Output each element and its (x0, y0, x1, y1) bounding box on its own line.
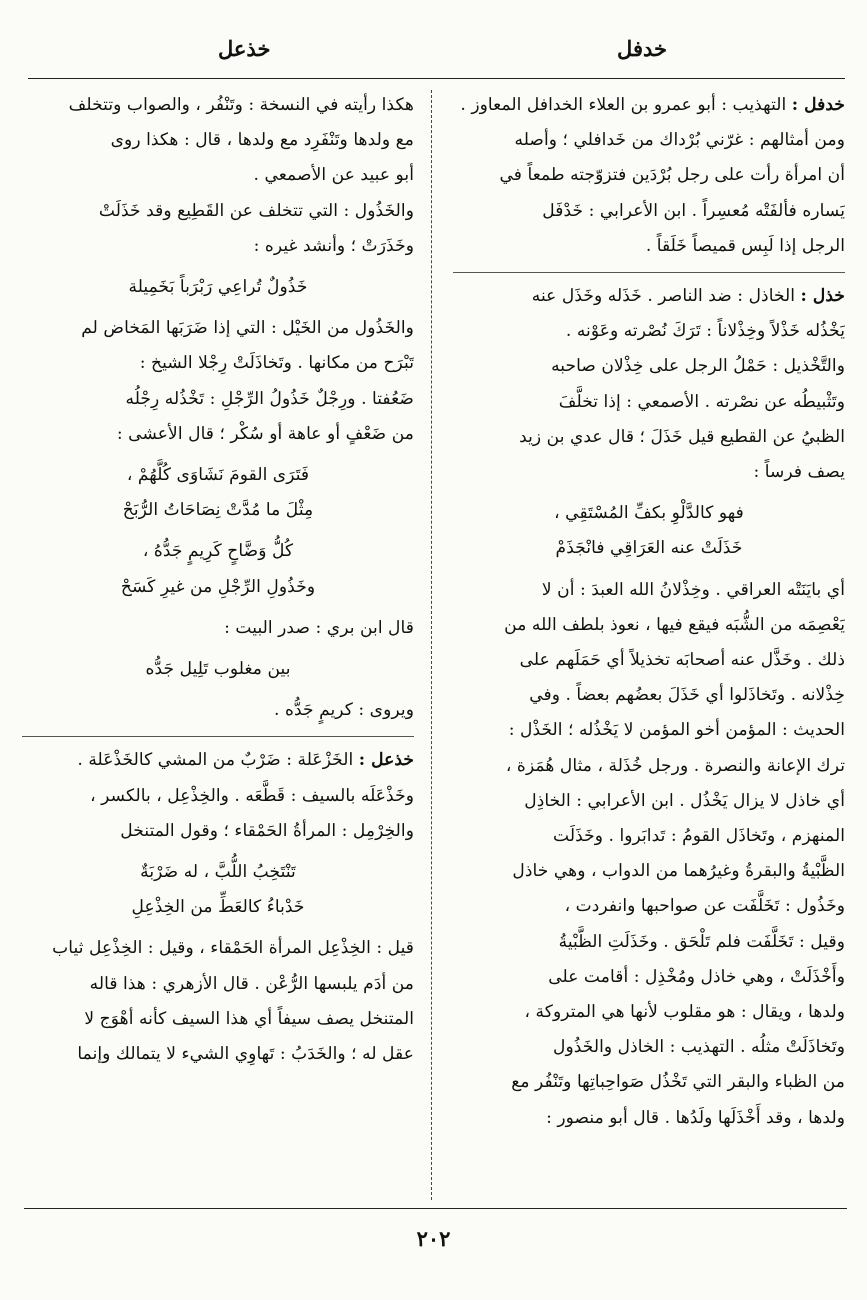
verse-line: تَنْتَخِبُ اللُّبَّ ، له ضَرْبَةٌ (140, 862, 296, 883)
verse (22, 270, 414, 305)
text-line: الرجل إذا لَبِس قميصاً خَلَقاً . (645, 235, 845, 256)
text-line: وقيل : تَخَلَّفَت فلم تَلْحَق . وخَذَلَتِ الظَّبْيةُ (558, 931, 845, 952)
text-line: أبو عبيد عن الأصمعي . (253, 165, 414, 186)
text-line: وتَخاذَلَتْ مثلُه . التهذيب : الخاذل والخَذُول (552, 1037, 845, 1058)
text-line: ويروى : كريمٍ جَدُّه . (274, 700, 414, 721)
entry-head-khadhal: خذل : (800, 286, 845, 307)
page-number: ٢٠٢ (416, 1226, 451, 1251)
text-line: يصف فرساً : (753, 462, 845, 483)
verse (22, 855, 414, 925)
text-line: الظبيُ عن القطيع قيل خَذَلَ ؛ قال عدي بن زيد (519, 426, 845, 447)
text-line: المنهزم ، وتَخاذَل القومُ : تَدابَروا . وخَذَلَت (553, 826, 845, 847)
text-line: ضَعُفتا . ورِجْلٌ خَذُولُ الرِّجْلِ : تَخْذُله رِجْلُه (125, 388, 414, 409)
verse-line: وخَذُولِ الرِّجْلِ من غيرِ كَسَحْ (120, 576, 316, 597)
text-line: والخَذُول : التي تتخلف عن القَطِيع وقد خَذَلَتْ (98, 200, 414, 221)
text-line: من أدَم يلبسها الرُّعْن . قال الأزهري : هذا قاله (89, 973, 414, 994)
text-line: من الظباء والبقر التي تَخْذُل صَواحِباتِها وتَنْفُر مع (511, 1072, 845, 1093)
header-rule (28, 78, 845, 79)
entry-khadfal (453, 88, 845, 264)
text-line: وأَخْذَلَتْ ، وهي خاذل ومُخْذِل : أقامت على (548, 966, 845, 987)
text-line: أي خاذل لا يزال يَخْذُل . ابن الأعرابي : الخاذِل (524, 790, 845, 811)
verse-line: فهو كالدَّلْوِ بكفِّ المُسْتَقِي ، (554, 503, 744, 524)
text-line: وخَذَرَتْ ؛ وأنشد غيره : (253, 235, 414, 256)
text-line: الخاذل : ضد الناصر . خَذَله وخَذَل عنه (531, 286, 796, 307)
column-divider (431, 90, 432, 1200)
text-line: وتَثْبيطُه عن نصْرته . الأصمعي : إذا تخلَّفَ (558, 391, 845, 412)
text-line: الخَزْعَلة : ضَرْبٌ من المشي كالخَذْعَلة . (77, 750, 354, 771)
text-line: الحديث : المؤمن أخو المؤمن لا يَخْذُله ؛ الخَذْل : (508, 720, 845, 741)
text-line: يَخْذُله خَذْلاً وخِذْلاناً : تَرَكَ نُصْرته وعَوْنه . (565, 321, 845, 342)
verse-line: خَذُولٌ تُراعِي رَبْرَباً بَخَمِيلة (128, 277, 308, 298)
text-line: يَعْصِمَه من الشُّبَه فيقع فيها ، نعوذ بلطف الله من (504, 614, 845, 635)
footer-rule (24, 1208, 847, 1209)
text-line: ذلك . وخَذَّل عنه أصحابَه تخذيلاً أي حَمَلَهم على (519, 650, 845, 671)
text-line: عقل له ؛ والخَدَبُ : تَهاوِي الشيء لا يتمالك وإنما (77, 1044, 414, 1065)
text-line: مع ولدها وتَنْفَرِد مع ولدها ، قال : هكذا روى (110, 130, 414, 151)
text-line: المتنخل يصف سيفاً أي هذا السيف كأنه أهْوَج لا (84, 1008, 414, 1029)
text-line: قال ابن بري : صدر البيت : (224, 617, 414, 638)
verse-line: خَذَلَتْ عنه العَرَاقِي فانْجَذَمْ (555, 538, 743, 559)
text-line: قيل : الخِذْعِل المرأة الحَمْقاء ، وقيل : الخِذْعِل ثياب (52, 938, 414, 959)
text-line: من ضَعْفٍ أو عاهة أو سُكْر ؛ قال الأعشى : (116, 423, 414, 444)
text-line: يَساره فألفَتْه مُعسِراً . ابن الأعرابي : خَدْفَل (542, 200, 845, 221)
text-line: ومن أمثالهم : غرّني بُرْداك من خَدافلي ؛ وأصله (514, 130, 845, 151)
text-line: خِذْلانه . وتَخاذَلوا أي خَذَلَ بعضُهم بعضاً . وفي (529, 685, 845, 706)
verse (453, 496, 845, 566)
text-line: الظَّبْيةُ والبقرةُ وغيرُهما من الدواب ، وهي خاذل (512, 861, 845, 882)
left-column (22, 88, 414, 1200)
page-header-left: خذعل (218, 36, 271, 61)
verse-line: بين مغلوب تَلِيل جَدُّه (145, 659, 291, 680)
text-line: والخَذُول من الخَيْل : التي إذا ضَرَبَها المَخاض لم (81, 318, 414, 339)
text-line: هكذا رأيته في النسخة : وتَنْفُر ، والصواب وتتخلف (68, 95, 414, 115)
verse-line: فَتَرَى القومَ نَشَاوَى كُلَّهُمْ ، (126, 465, 310, 486)
verse (22, 652, 414, 687)
entry-khadhal (453, 279, 845, 1136)
text-line: وخَذْعَلَه بالسيف : قَطَّعَه . والخِذْعِل ، بالكسر ، (90, 785, 414, 806)
entry-head-khadfal: خدفل : (791, 95, 845, 115)
verse (22, 534, 414, 604)
text-line: وخَذُول : تَخَلَّفَت عن صواحبها وانفردت ، (564, 896, 845, 917)
entry-head-khadhal-2: خذعل : (358, 750, 414, 771)
verse-line: كُلُّ وَضَّاحٍ كَرِيمٍ جَدُّهُ ، (142, 541, 294, 562)
entry-separator (453, 272, 845, 273)
page-header-right: خدفل (617, 36, 667, 61)
entry-separator (22, 736, 414, 737)
text-line: أن امرأة رأت على رجل بُرْدَين فتزوّجته طمعاً في (499, 165, 845, 186)
text-line: والتَّخْذيل : حَمْلُ الرجل على خِذْلان صاحبه (551, 356, 845, 377)
text-line: ولدها ، ويقال : هو مقلوب لأنها هي المتروكة ، (524, 1002, 845, 1023)
verse (22, 458, 414, 528)
text-line: ترك الإعانة والنصرة . ورجل خُذَلة ، مثال هُمَزة ، (505, 755, 845, 776)
verse-line: مِثْلَ ما مُدَّتْ نِصَاحَاتُ الرُّبَحْ (122, 500, 314, 521)
verse-line: خَدْباءُ كالعَطِّ من الخِذْعِلِ (131, 897, 305, 918)
text-line: أي بايَنَتْه العراقي . وخِذْلانُ الله العبدَ : أن لا (541, 579, 845, 600)
text-line: والخِرْمِل : المرأةُ الحَمْقاء ؛ وقول المتنخل (120, 820, 414, 841)
text-line: ولدها ، وقد أَخْذَلَها ولَدُها . قال أبو منصور : (546, 1107, 845, 1128)
text-line: التهذيب : أبو عمرو بن العلاء الخدافل المعاوز . (460, 95, 787, 115)
right-column (453, 88, 845, 1200)
text-line: تَبْرَح من مكانها . وتَخاذَلَتْ رِجْلا الشيخ : (139, 353, 414, 374)
